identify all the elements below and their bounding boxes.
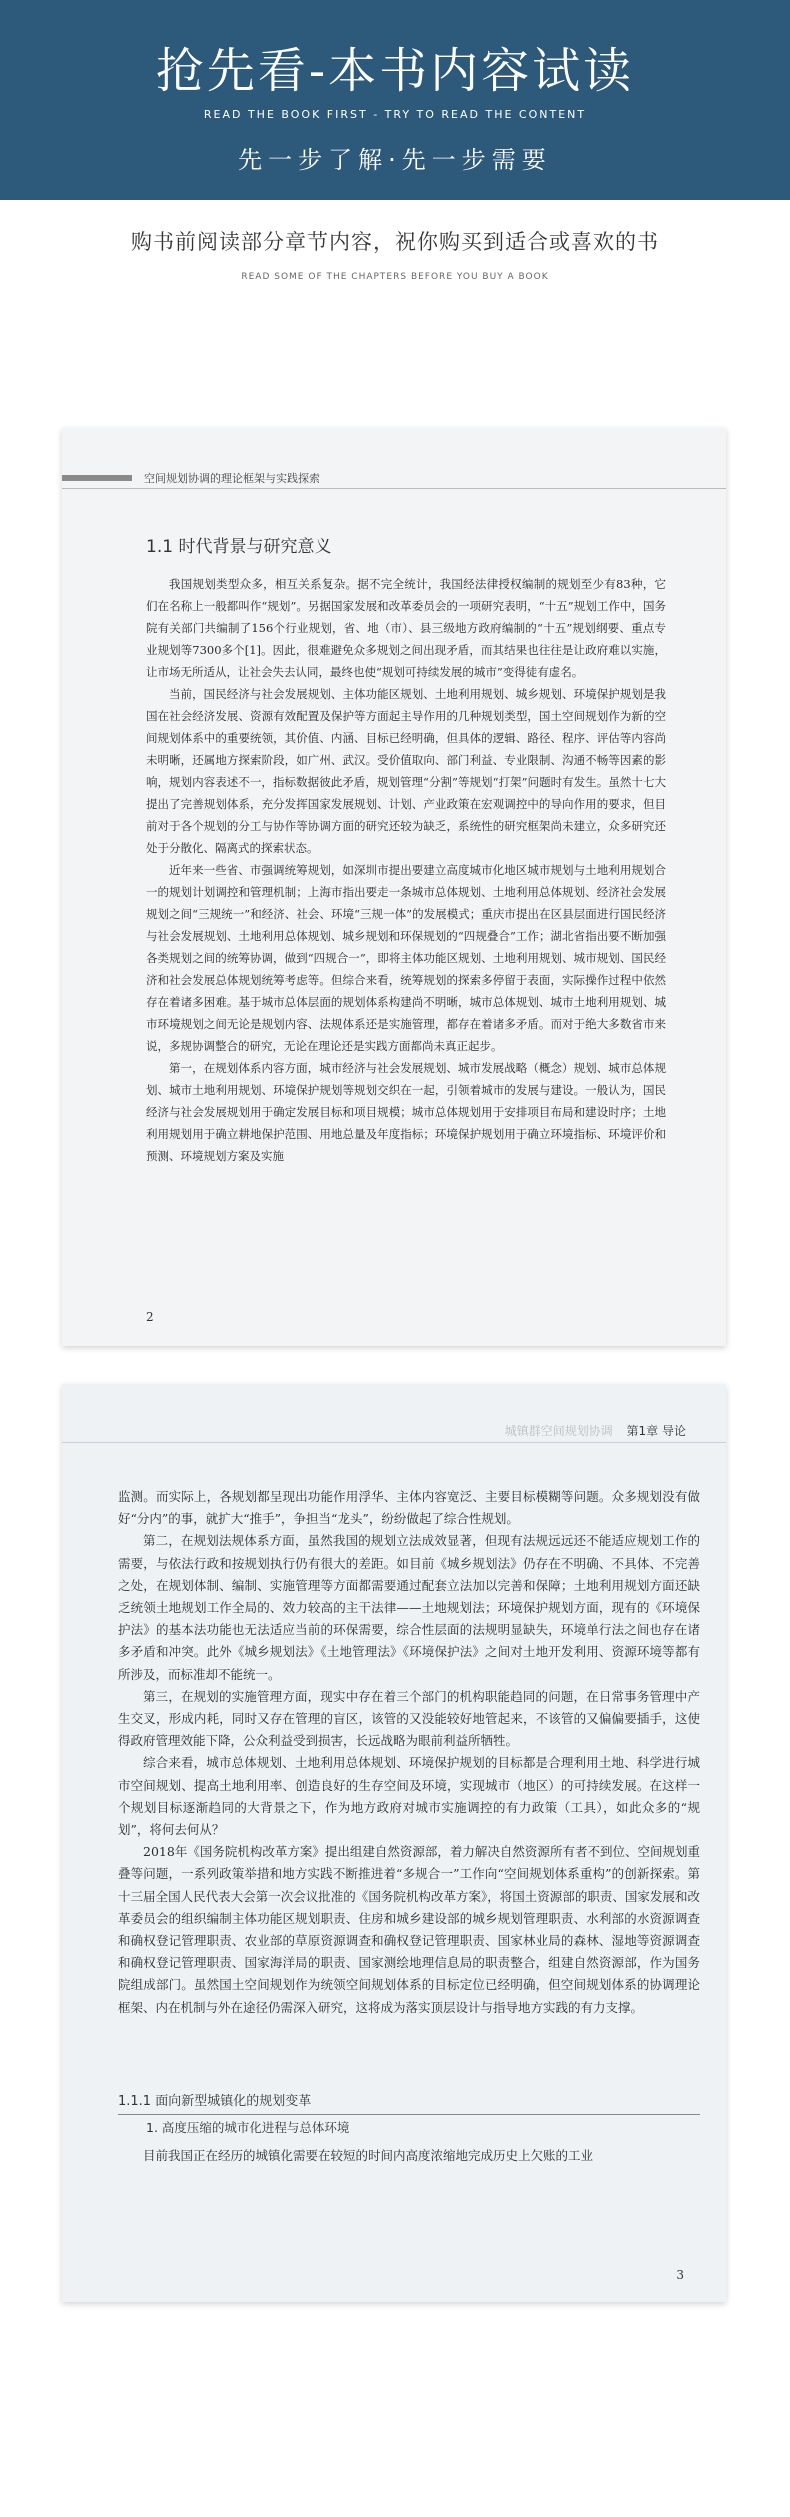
- page-number: 3: [676, 2268, 684, 2282]
- page-body: [146, 573, 666, 1167]
- banner-subtitle: READ THE BOOK FIRST - TRY TO READ THE CONTENT: [203, 108, 587, 121]
- header-bar: [62, 475, 132, 481]
- paragraph: 近年来一些省、市强调统筹规划，如深圳市提出要建立高度城市化地区城市规划与土地利用规划合一的规划计划调控和管理机制；上海市指出要走一条城市总体规划、土地利用总体规划、经济社会发展规划之间“三规统一”和经济、社会、环境“三规一体”的发展模式；重庆市提出在区县层面进行国民经济与社会发展规划、土地利用总体规划、城乡规划和环保规划的“四规叠合”工作；湖北省指出要不断加强各类规划之间的统筹协调，做到“四规合一”，即将主体功能区规划、土地利用规划、城市规划、国民经济和社会发展总体规划统筹考虑等。但综合来看，统筹规划的探索多停留于表面，实际操作过程中依然存在着诸多困难。基于城市总体层面的规划体系构建尚不明晰，城市总体规划、城市土地利用规划、城市环境规划之间无论是规划内容、法规体系还是实施管理，都存在着诸多矛盾。而对于绝大多数省市来说，多规协调整合的研究，无论在理论还是实践方面都尚未真正起步。: [146, 863, 666, 1053]
- running-header: [505, 1422, 686, 1439]
- subsection-heading: [118, 2090, 700, 2109]
- paragraph: 2018年《国务院机构改革方案》提出组建自然资源部，着力解决自然资源所有者不到位、空间规划重叠等问题，一系列政策举措和地方实践不断推进着“多规合一”工作向“空间规划体系重构”的创新探索。第十三届全国人民代表大会第一次会议批准的《国务院机构改革方案》，将国土资源部的职责、国家发展和改革委员会的组织编制主体功能区规划职责、住房和城乡建设部的城乡规划管理职责、水利部的水资源调查和确权登记管理职责、农业部的草原资源调查和确权登记管理职责、国家林业局的森林、湿地等资源调查和确权登记管理职责、国家海洋局的职责、国家测绘地理信息局的职责整合，组建自然资源部，作为国务院组成部门。虽然国土空间规划作为统领空间规划体系的目标定位已经明确，但空间规划体系的协调理论框架、内在机制与外在途径仍需深入研究，这将成为落实顶层设计与指导地方实践的有力支撑。: [118, 1844, 700, 2015]
- paragraph: 监测。而实际上，各规划都呈现出功能作用浮华、主体内容宽泛、主要目标模糊等问题。众多规划没有做好“分内”的事，就扩大“推手”，争担当“龙头”，纷纷做起了综合性规划。: [118, 1489, 700, 1527]
- header-rule: [62, 1442, 726, 1443]
- paragraph: 第一，在规划体系内容方面，城市经济与社会发展规划、城市发展战略（概念）规划、城市总体规划、城市土地利用规划、环境保护规划等规划交织在一起，引领着城市的发展与建设。一般认为，国民经济与社会发展规划用于确定发展目标和项目规模；城市总体规划用于安排项目布局和建设时序；土地利用规划用于确立耕地保护范围、用地总量及年度指标；环境保护规划用于确立环境指标、环境评价和预测、环境规划方案及实施: [146, 1061, 666, 1163]
- page-body: [118, 1486, 700, 2019]
- running-header-faint: 城镇群空间规划协调: [504, 1424, 613, 1438]
- page-number: 2: [146, 1310, 154, 1324]
- intro-text: 购书前阅读部分章节内容，祝你购买到适合或喜欢的书: [131, 230, 659, 254]
- paragraph: 我国规划类型众多，相互关系复杂。据不完全统计，我国经法律授权编制的规划至少有83种，它们在名称上一般都叫作“规划”。另据国家发展和改革委员会的一项研究表明，“十五”规划工作中，国务院有关部门共编制了156个行业规划，省、地（市）、县三级地方政府编制的“十五”规划纲要、重点专业规划等7300多个[1]。因此，很难避免众多规划之间出现矛盾，而其结果也往往是让政府难以实施，让市场无所适从，让社会失去认同，最终也使“规划可持续发展的城市”变得徒有虚名。: [146, 577, 666, 679]
- book-page-1: [62, 428, 726, 1346]
- paragraph: 第三，在规划的实施管理方面，现实中存在着三个部门的机构职能趋同的问题，在日常事务管理中产生交叉，形成内耗，同时又存在管理的盲区，该管的又没能较好地管起来，不该管的又偏偏要插手，这使得政府管理效能下降，公众利益受到损害，长远战略为眼前利益所牺牲。: [118, 1688, 700, 1749]
- subsection-title: 1.1.1 面向新型城镇化的规划变革: [118, 2094, 312, 2109]
- banner-tagline: 先一步了解·先一步需要: [238, 146, 552, 174]
- running-header-text: 空间规划协调的理论框架与实践探索: [144, 472, 320, 485]
- paragraph: 综合来看，城市总体规划、土地利用总体规划、环境保护规划的目标都是合理利用土地、科学进行城市空间规划、提高土地利用率、创造良好的生存空间及环境，实现城市（地区）的可持续发展。在这样一个规划目标逐渐趋同的大背景之下，作为地方政府对城市实施调控的有力政策（工具），如此众多的“规划”，将何去何从？: [118, 1755, 700, 1838]
- section-title: 1.1 时代背景与研究意义: [146, 537, 332, 557]
- book-page-2: [62, 1384, 726, 2302]
- intro-subtext: READ SOME OF THE CHAPTERS BEFORE YOU BUY A BOOK: [241, 272, 549, 282]
- item-heading: 1. 高度压缩的城市化进程与总体环境: [146, 2120, 350, 2135]
- paragraph: 第二，在规划法规体系方面，虽然我国的规划立法成效显著，但现有法规远远还不能适应规划工作的需要，与依法行政和按规划执行仍有很大的差距。如目前《城乡规划法》仍存在不明确、不具体、不完善之处，在规划体制、编制、实施管理等方面都需要通过配套立法加以完善和保障；土地利用规划方面还缺乏统领土地规划工作全局的、效力较高的主干法律——土地规划法；环境保护规划方面，现有的《环境保护法》的基本法功能也无法适应当前的环保需要，综合性层面的法规明显缺失，环境单行法之间也存在诸多矛盾和冲突。此外《城乡规划法》《土地管理法》《环境保护法》之间对土地开发利用、资源环境等都有所涉及，而标准却不能统一。: [118, 1533, 700, 1682]
- subsection-rule: [118, 2114, 700, 2115]
- banner-title: 抢先看-本书内容试读: [155, 43, 635, 99]
- header-banner: [0, 0, 790, 200]
- running-header: [62, 470, 726, 484]
- paragraph: 当前，国民经济与社会发展规划、主体功能区规划、土地利用规划、城乡规划、环境保护规划是我国在社会经济发展、资源有效配置及保护等方面起主导作用的几种规划类型，国土空间规划作为新的空间规划体系中的重要统领，其价值、内涵、目标已经明确，但具体的逻辑、路径、程序、评估等内容尚未明晰，还属地方探索阶段，如广州、武汉。受价值取向、部门利益、专业限制、沟通不畅等因素的影响，规划内容表述不一，指标数据彼此矛盾，规划管理“分割”等规划“打架”问题时有发生。虽然十七大提出了完善规划体系，充分发挥国家发展规划、计划、产业政策在宏观调控中的导向作用的要求，但目前对于各个规划的分工与协作等协调方面的研究还较为缺乏，系统性的研究框架尚未建立，众多研究还处于分散化、隔离式的探索状态。: [146, 687, 666, 855]
- header-rule: [62, 488, 726, 489]
- paragraph: 目前我国正在经历的城镇化需要在较短的时间内高度浓缩地完成历史上欠账的工业: [143, 2148, 594, 2163]
- running-header-chapter: 第1章 导论: [626, 1424, 686, 1438]
